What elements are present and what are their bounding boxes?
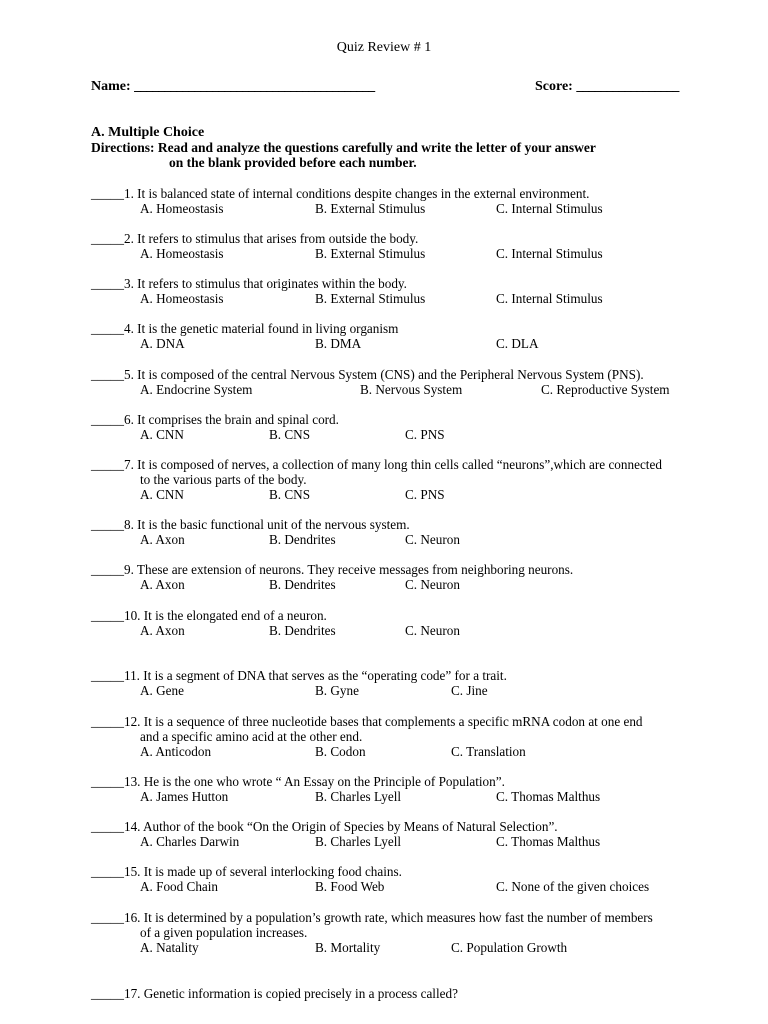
question-15 — [91, 864, 751, 894]
answer-option-b: B. DMA — [315, 336, 362, 351]
answer-option-c: C. Internal Stimulus — [496, 246, 603, 261]
question-stem: _____7. It is composed of nerves, a collection of many long thin cells called “neurons”,which are connected — [91, 457, 662, 472]
answer-option-c: C. Reproductive System — [541, 382, 670, 397]
question-stem: _____12. It is a sequence of three nucleotide bases that complements a specific mRNA codon at one end — [91, 714, 643, 729]
answer-option-b: B. Dendrites — [269, 532, 336, 547]
answer-option-c: C. Population Growth — [451, 940, 568, 955]
question-stem: _____11. It is a segment of DNA that serves as the “operating code” for a trait. — [91, 668, 507, 683]
answer-option-b: B. CNS — [269, 487, 311, 502]
question-stem-continued: to the various parts of the body. — [140, 472, 307, 487]
answer-options — [91, 336, 751, 351]
question-stem: _____9. These are extension of neurons. They receive messages from neighboring neurons. — [91, 562, 574, 577]
answer-option-b: B. Codon — [315, 744, 366, 759]
answer-option-c: C. Thomas Malthus — [496, 834, 601, 849]
answer-option-b: B. Charles Lyell — [315, 834, 402, 849]
answer-option-a: A. CNN — [140, 427, 184, 442]
answer-option-b: B. External Stimulus — [315, 201, 426, 216]
answer-option-c: C. Neuron — [405, 532, 460, 547]
question-6 — [91, 412, 751, 442]
question-stem: _____16. It is determined by a population’s growth rate, which measures how fast the number of members — [91, 910, 653, 925]
answer-option-a: A. James Hutton — [140, 789, 229, 804]
question-1 — [91, 186, 751, 216]
question-stem: _____17. Genetic information is copied precisely in a process called? — [91, 986, 458, 1001]
question-stem: _____13. He is the one who wrote “ An Essay on the Principle of Population”. — [91, 774, 505, 789]
answer-option-a: A. Food Chain — [140, 879, 219, 894]
answer-option-c: C. Internal Stimulus — [496, 291, 603, 306]
answer-options — [91, 683, 751, 698]
answer-option-c: C. Neuron — [405, 623, 460, 638]
answer-option-b: B. External Stimulus — [315, 246, 426, 261]
name-blank[interactable]: ________________________________________ — [134, 79, 375, 94]
answer-option-b: B. Gyne — [315, 683, 359, 698]
answer-option-c: C. Neuron — [405, 577, 460, 592]
answer-option-a: A. Natality — [140, 940, 199, 955]
question-9 — [91, 562, 751, 592]
score-field — [535, 79, 678, 95]
score-label: Score: — [535, 79, 573, 94]
answer-options — [91, 382, 751, 397]
answer-options — [91, 201, 751, 216]
question-17 — [91, 986, 751, 1001]
answer-option-a: A. Axon — [140, 623, 185, 638]
directions-line-2: on the blank provided before each number. — [169, 155, 417, 170]
question-14 — [91, 819, 751, 849]
question-stem: _____1. It is balanced state of internal conditions despite changes in the external environment. — [91, 186, 590, 201]
question-stem: _____15. It is made up of several interlocking food chains. — [91, 864, 402, 879]
answer-options — [91, 834, 751, 849]
answer-option-c: C. Translation — [451, 744, 526, 759]
score-blank[interactable]: _________________ — [576, 79, 679, 94]
answer-option-a: A. Axon — [140, 532, 185, 547]
answer-option-a: A. Homeostasis — [140, 291, 224, 306]
question-8 — [91, 517, 751, 547]
answer-options — [91, 291, 751, 306]
answer-options — [91, 789, 751, 804]
answer-option-a: A. CNN — [140, 487, 184, 502]
answer-option-a: A. Charles Darwin — [140, 834, 240, 849]
answer-option-a: A. Homeostasis — [140, 246, 224, 261]
question-11 — [91, 668, 751, 698]
question-3 — [91, 276, 751, 306]
directions-line-1: Directions: Read and analyze the questions carefully and write the letter of your answer — [91, 140, 596, 155]
answer-options — [91, 577, 751, 592]
page-title: Quiz Review # 1 — [336, 40, 432, 55]
answer-options — [91, 246, 751, 261]
answer-options — [91, 623, 751, 638]
answer-option-c: C. Jine — [451, 683, 488, 698]
answer-option-a: A. Anticodon — [140, 744, 212, 759]
question-5 — [91, 367, 751, 397]
answer-option-c: C. DLA — [496, 336, 539, 351]
answer-option-c: C. None of the given choices — [496, 879, 650, 894]
answer-option-c: C. Thomas Malthus — [496, 789, 601, 804]
question-12 — [91, 714, 751, 759]
question-stem: _____10. It is the elongated end of a neuron. — [91, 608, 327, 623]
name-field — [91, 79, 374, 95]
answer-option-b: B. CNS — [269, 427, 311, 442]
directions — [91, 140, 731, 170]
question-stem: _____14. Author of the book “On the Origin of Species by Means of Natural Selection”. — [91, 819, 558, 834]
question-stem: _____4. It is the genetic material found in living organism — [91, 321, 399, 336]
question-stem: _____2. It refers to stimulus that arises from outside the body. — [91, 231, 419, 246]
answer-option-b: B. Food Web — [315, 879, 385, 894]
answer-option-b: B. Nervous System — [360, 382, 463, 397]
answer-option-c: C. PNS — [405, 487, 445, 502]
answer-options — [91, 427, 751, 442]
answer-option-b: B. Dendrites — [269, 577, 336, 592]
answer-option-b: B. Charles Lyell — [315, 789, 402, 804]
question-stem-continued: and a specific amino acid at the other end. — [140, 729, 363, 744]
question-10 — [91, 608, 751, 638]
answer-options — [91, 940, 751, 955]
answer-option-a: A. Axon — [140, 577, 185, 592]
question-stem-continued: of a given population increases. — [140, 925, 308, 940]
answer-options — [91, 532, 751, 547]
question-2 — [91, 231, 751, 261]
question-4 — [91, 321, 751, 351]
answer-options — [91, 879, 751, 894]
answer-option-c: C. Internal Stimulus — [496, 201, 603, 216]
section-title: A. Multiple Choice — [91, 125, 205, 140]
answer-options — [91, 744, 751, 759]
answer-option-a: A. Homeostasis — [140, 201, 224, 216]
answer-option-a: A. Gene — [140, 683, 184, 698]
question-stem: _____3. It refers to stimulus that originates within the body. — [91, 276, 407, 291]
answer-option-b: B. External Stimulus — [315, 291, 426, 306]
question-13 — [91, 774, 751, 804]
question-16 — [91, 910, 751, 955]
answer-option-c: C. PNS — [405, 427, 445, 442]
question-stem: _____5. It is composed of the central Nervous System (CNS) and the Peripheral Nervous System (PNS). — [91, 367, 644, 382]
answer-option-b: B. Mortality — [315, 940, 381, 955]
question-stem: _____6. It comprises the brain and spinal cord. — [91, 412, 339, 427]
answer-option-a: A. DNA — [140, 336, 185, 351]
question-7 — [91, 457, 751, 502]
question-stem: _____8. It is the basic functional unit of the nervous system. — [91, 517, 410, 532]
answer-option-a: A. Endocrine System — [140, 382, 253, 397]
answer-option-b: B. Dendrites — [269, 623, 336, 638]
answer-options — [91, 487, 751, 502]
name-label: Name: — [91, 79, 131, 94]
